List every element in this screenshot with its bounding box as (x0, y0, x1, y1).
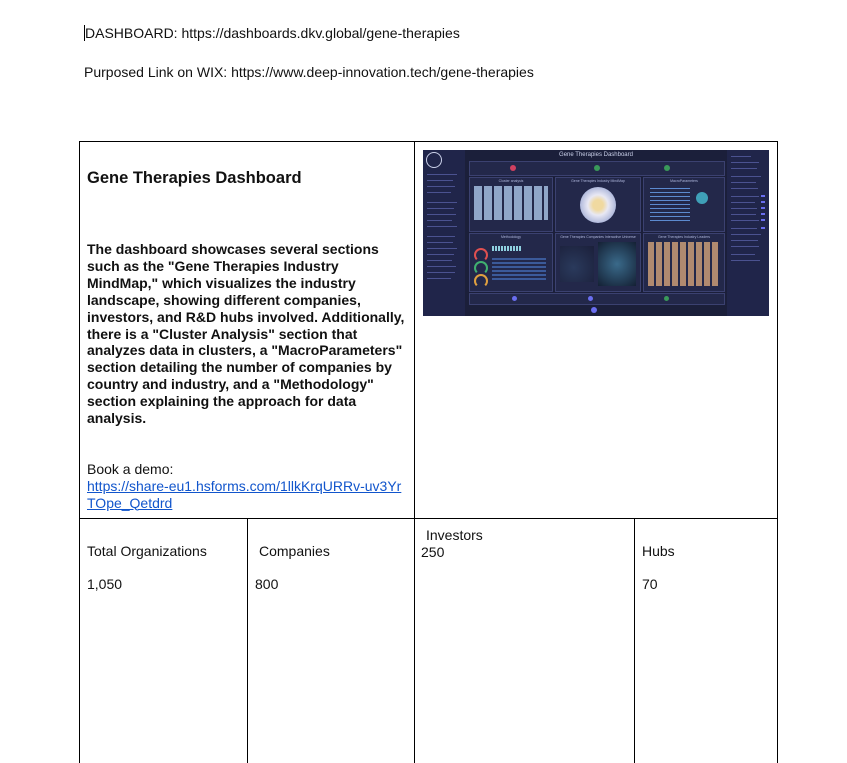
dashboard-screenshot (423, 150, 769, 316)
thumb-mindmap-panel: Gene Therapies Industry MindMap (555, 177, 641, 232)
metric-hubs-label: Hubs (642, 543, 675, 559)
thumb-pager-dot (591, 307, 597, 313)
demo-label: Book a demo: (87, 461, 174, 477)
metric-investors-value: 250 (421, 544, 445, 560)
metric-hubs-value: 70 (642, 576, 658, 592)
thumb-cluster-analysis-panel: Cluster analysis (469, 177, 553, 232)
thumb-right-sidebar (727, 150, 769, 316)
demo-link[interactable]: https://share-eu1.hsforms.com/1llkKrqURRv-uv3YrTOpe_Qetdrd (87, 478, 402, 511)
wix-url-line: Purposed Link on WIX: https://www.deep-innovation.tech/gene-therapies (84, 64, 534, 80)
thumb-universe-panel: Gene Therapies Companies Interactive Universe (555, 233, 641, 292)
thumb-bottom-strip (469, 293, 725, 305)
thumb-leaders-panel: Gene Therapies Industry Leaders (643, 233, 725, 292)
metric-companies-value: 800 (255, 576, 279, 592)
dashboard-url-text: DASHBOARD: https://dashboards.dkv.global/gene-therapies (85, 25, 460, 41)
metric-investors-label: Investors (426, 527, 483, 543)
card-title: Gene Therapies Dashboard (87, 169, 302, 187)
thumb-macroparameters-panel: MacroParameters (643, 177, 725, 232)
metric-total-organizations-label: Total Organizations (87, 543, 207, 559)
dashboard-url-line (84, 25, 460, 41)
metric-total-organizations-value: 1,050 (87, 576, 123, 592)
metric-companies-label: Companies (259, 543, 330, 559)
thumb-metric-strip (469, 161, 725, 176)
thumb-methodology-panel: Methodology (469, 233, 553, 292)
thumb-title: Gene Therapies Dashboard (559, 152, 633, 158)
card-description: The dashboard showcases several sections such as the "Gene Therapies Industry MindMap," which visualizes the industry landscape, showing different companies, investors, and R&D hubs involved. Additionally, there is a "Cluster Analysis" section that analyzes data in clusters, a "MacroParameters" section detailing the number of companies by country and industry, and a "Methodology" section explaining the approach for data analysis. (87, 241, 405, 427)
